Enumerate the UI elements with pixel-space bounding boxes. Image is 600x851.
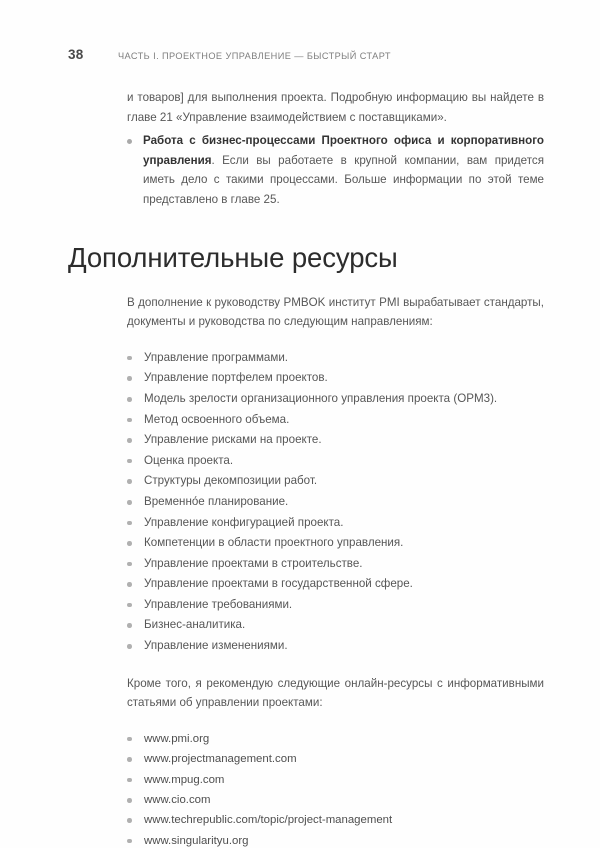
feature-bullet-list [68, 131, 544, 209]
list-item: Метод освоенного объема. [127, 410, 544, 431]
list-item: Структуры декомпозиции работ. [127, 471, 544, 492]
online-resources-list [68, 729, 544, 851]
list-item-link[interactable]: www.cio.com [127, 790, 544, 810]
list-item: Управление программами. [127, 348, 544, 369]
list-item: Управление портфелем проектов. [127, 368, 544, 389]
list-item-link[interactable]: www.mpug.com [127, 770, 544, 790]
list-item: Компетенции в области проектного управления. [127, 533, 544, 554]
list-item: Управление изменениями. [127, 636, 544, 657]
list-item: Управление проектами в государственной сфере. [127, 574, 544, 595]
online-resources-intro: Кроме того, я рекомендую следующие онлайн-ресурсы с информативными статьями об управлении проектами: [127, 676, 544, 710]
running-head-title: ЧАСТЬ I. ПРОЕКТНОЕ УПРАВЛЕНИЕ — БЫСТРЫЙ СТАРТ [118, 51, 391, 61]
list-item: Бизнес-аналитика. [127, 615, 544, 636]
list-item: Модель зрелости организационного управления проекта (OPM3). [127, 389, 544, 410]
bullet-lead-in: Работа с бизнес-процессами Проектного офиса и корпоративного управления [143, 134, 544, 167]
list-item-link[interactable]: www.techrepublic.com/topic/project-management [127, 810, 544, 830]
list-item [127, 131, 544, 209]
bullet-body-text: . Если вы работаете в крупной компании, вам придется иметь дело с такими процессами. Больше информации по этой теме представлено в главе 25. [143, 153, 544, 206]
continued-paragraph: и товаров] для выполнения проекта. Подробную информацию вы найдете в главе 21 «Управление взаимодействием с поставщиками». [127, 91, 544, 124]
standards-list [68, 348, 544, 657]
list-item: Управление требованиями. [127, 595, 544, 616]
section-heading: Дополнительные ресурсы [68, 241, 398, 273]
text-column [68, 88, 544, 851]
page-number: 38 [68, 47, 84, 62]
list-item-link[interactable]: www.singularityu.org [127, 831, 544, 851]
list-item: Временно́е планирование. [127, 492, 544, 513]
list-item: Оценка проекта. [127, 451, 544, 472]
list-item: Управление конфигурацией проекта. [127, 513, 544, 534]
running-head [0, 47, 600, 65]
section-intro-paragraph: В дополнение к руководству PMBOK институт PMI вырабатывает стандарты, документы и руководства по следующим направлениям: [127, 295, 544, 329]
list-item: Управление рисками на проекте. [127, 430, 544, 451]
list-item: Управление проектами в строительстве. [127, 554, 544, 575]
list-item-link[interactable]: www.projectmanagement.com [127, 749, 544, 769]
list-item-link[interactable]: www.pmi.org [127, 729, 544, 749]
